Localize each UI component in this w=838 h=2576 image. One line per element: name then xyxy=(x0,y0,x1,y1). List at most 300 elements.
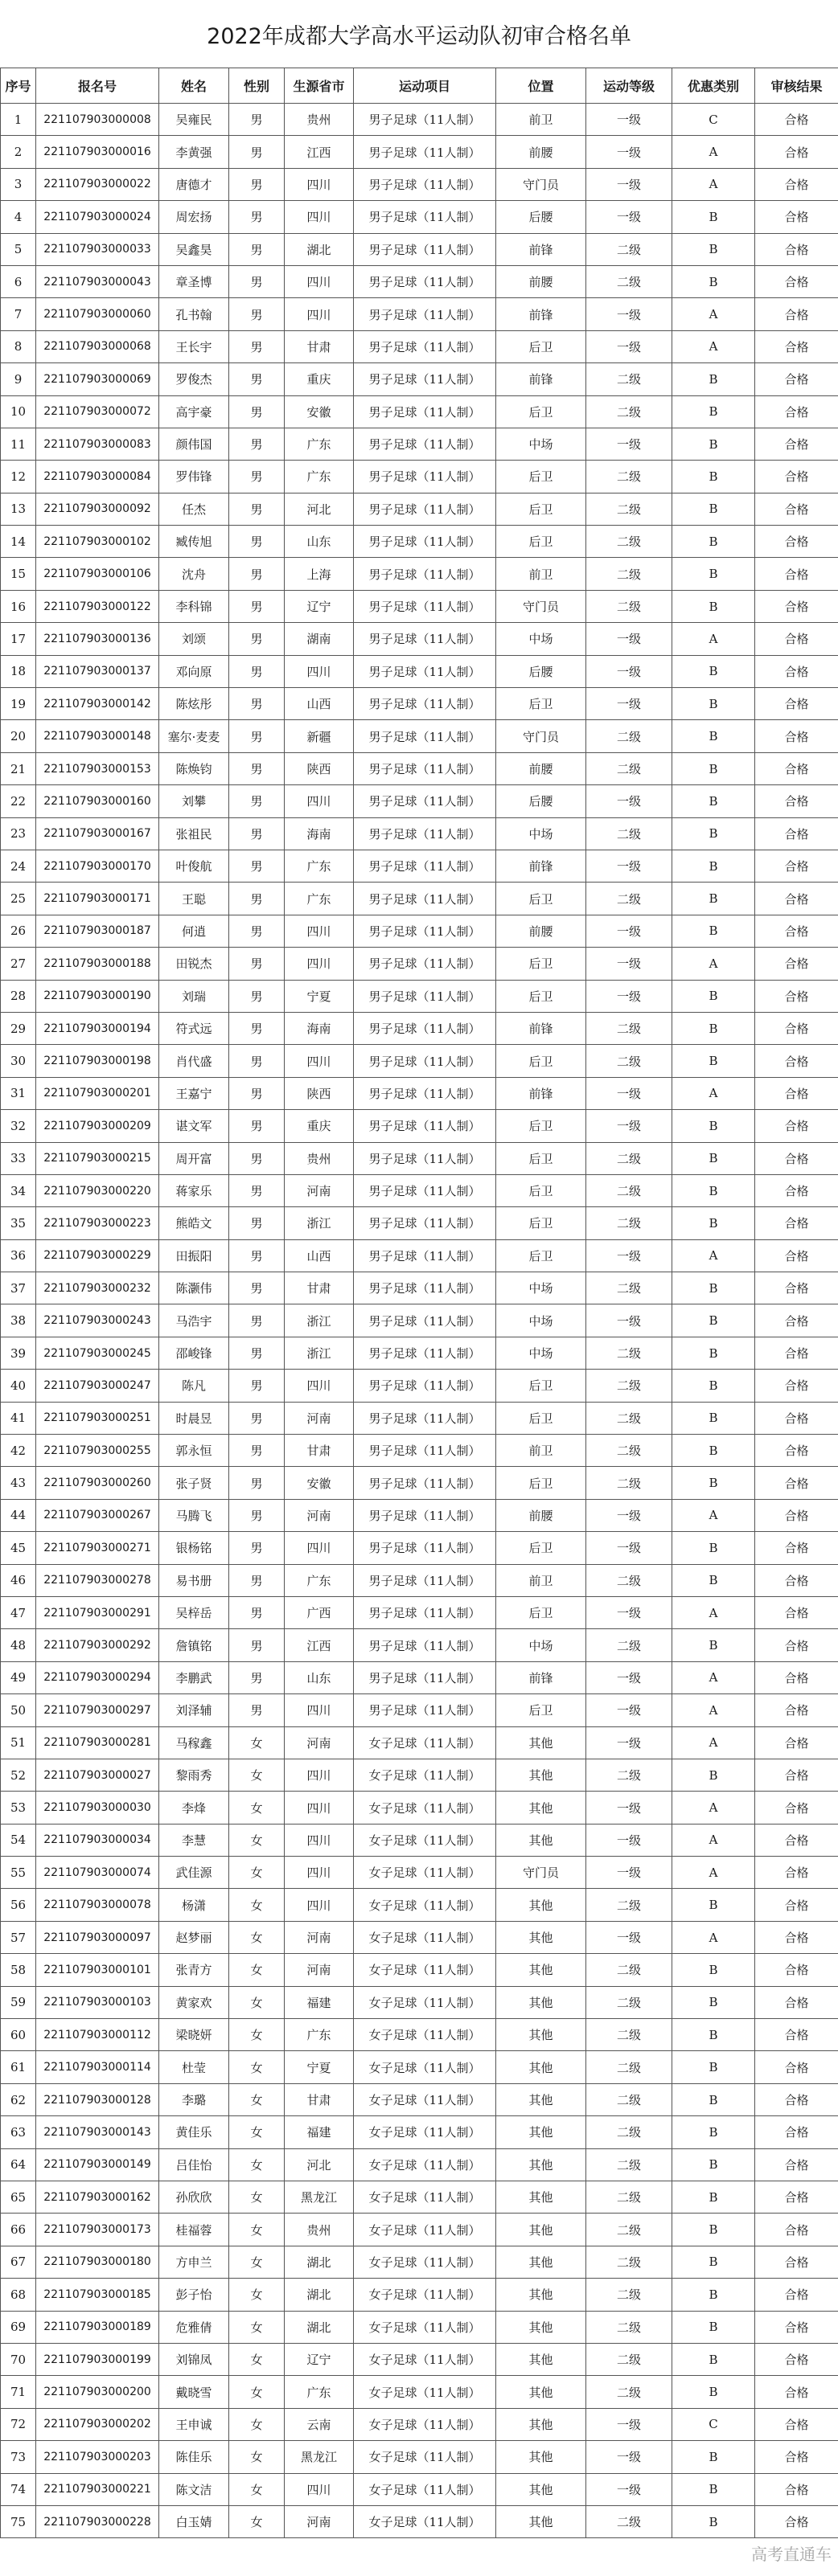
cell-category: B xyxy=(672,1986,755,2018)
cell-position: 中场 xyxy=(496,623,586,655)
cell-level: 二级 xyxy=(586,363,672,395)
cell-category: B xyxy=(672,395,755,428)
cell-province: 四川 xyxy=(285,1532,354,1564)
table-row xyxy=(1,2116,838,2148)
cell-result: 合格 xyxy=(755,720,838,752)
cell-sport: 男子足球（11人制） xyxy=(354,1467,496,1499)
cell-level: 二级 xyxy=(586,493,672,525)
cell-result: 合格 xyxy=(755,2376,838,2408)
cell-position: 前卫 xyxy=(496,1564,586,1596)
cell-sport: 男子足球（11人制） xyxy=(354,948,496,980)
table-row xyxy=(1,395,838,428)
cell-name: 刘泽辅 xyxy=(159,1694,229,1726)
cell-level: 二级 xyxy=(586,2311,672,2343)
cell-sport: 女子足球（11人制） xyxy=(354,1954,496,1986)
cell-sport: 女子足球（11人制） xyxy=(354,2051,496,2083)
cell-reg-no: 221107903000278 xyxy=(36,1564,159,1596)
cell-name: 赵梦丽 xyxy=(159,1921,229,1953)
cell-index: 49 xyxy=(1,1661,36,1693)
cell-result: 合格 xyxy=(755,1889,838,1921)
cell-result: 合格 xyxy=(755,2083,838,2115)
cell-result: 合格 xyxy=(755,1370,838,1402)
cell-reg-no: 221107903000281 xyxy=(36,1726,159,1759)
cell-sport: 男子足球（11人制） xyxy=(354,428,496,460)
cell-name: 桂福蓉 xyxy=(159,2214,229,2246)
cell-reg-no: 221107903000060 xyxy=(36,298,159,330)
cell-position: 其他 xyxy=(496,2051,586,2083)
cell-reg-no: 221107903000189 xyxy=(36,2311,159,2343)
cell-position: 前锋 xyxy=(496,363,586,395)
cell-category: B xyxy=(672,1045,755,1077)
cell-name: 肖代盛 xyxy=(159,1045,229,1077)
cell-level: 一级 xyxy=(586,655,672,687)
cell-index: 45 xyxy=(1,1532,36,1564)
table-row xyxy=(1,168,838,200)
cell-name: 刘瑞 xyxy=(159,980,229,1012)
cell-sport: 女子足球（11人制） xyxy=(354,2181,496,2214)
cell-result: 合格 xyxy=(755,1857,838,1889)
cell-index: 69 xyxy=(1,2311,36,2343)
cell-gender: 男 xyxy=(229,1694,285,1726)
cell-province: 湖北 xyxy=(285,2311,354,2343)
cell-province: 广东 xyxy=(285,1564,354,1596)
cell-reg-no: 221107903000229 xyxy=(36,1239,159,1272)
cell-gender: 男 xyxy=(229,1207,285,1239)
cell-reg-no: 221107903000198 xyxy=(36,1045,159,1077)
cell-name: 彭子怡 xyxy=(159,2279,229,2311)
cell-reg-no: 221107903000220 xyxy=(36,1174,159,1206)
cell-gender: 女 xyxy=(229,2214,285,2246)
cell-result: 合格 xyxy=(755,2311,838,2343)
cell-reg-no: 221107903000201 xyxy=(36,1077,159,1109)
cell-gender: 男 xyxy=(229,1012,285,1044)
cell-position: 其他 xyxy=(496,2311,586,2343)
table-row xyxy=(1,1564,838,1596)
cell-gender: 男 xyxy=(229,1272,285,1304)
cell-name: 王申诚 xyxy=(159,2408,229,2440)
cell-position: 中场 xyxy=(496,1629,586,1661)
table-row xyxy=(1,1986,838,2018)
cell-result: 合格 xyxy=(755,1596,838,1628)
cell-gender: 男 xyxy=(229,1370,285,1402)
cell-category: B xyxy=(672,1467,755,1499)
cell-result: 合格 xyxy=(755,752,838,784)
cell-category: A xyxy=(672,1792,755,1824)
table-row xyxy=(1,1174,838,1206)
table-row xyxy=(1,688,838,720)
cell-name: 张青方 xyxy=(159,1954,229,1986)
cell-reg-no: 221107903000260 xyxy=(36,1467,159,1499)
cell-index: 70 xyxy=(1,2343,36,2375)
cell-position: 中场 xyxy=(496,428,586,460)
cell-gender: 女 xyxy=(229,2116,285,2148)
cell-sport: 女子足球（11人制） xyxy=(354,2473,496,2505)
cell-result: 合格 xyxy=(755,1435,838,1467)
cell-result: 合格 xyxy=(755,526,838,558)
cell-level: 二级 xyxy=(586,1759,672,1791)
table-row xyxy=(1,104,838,136)
cell-category: B xyxy=(672,590,755,622)
cell-gender: 男 xyxy=(229,915,285,947)
cell-result: 合格 xyxy=(755,590,838,622)
cell-position: 后卫 xyxy=(496,980,586,1012)
cell-index: 1 xyxy=(1,104,36,136)
cell-sport: 男子足球（11人制） xyxy=(354,395,496,428)
cell-gender: 男 xyxy=(229,688,285,720)
cell-reg-no: 221107903000162 xyxy=(36,2181,159,2214)
cell-index: 63 xyxy=(1,2116,36,2148)
table-row xyxy=(1,2246,838,2278)
cell-position: 后卫 xyxy=(496,526,586,558)
cell-name: 刘锦凤 xyxy=(159,2343,229,2375)
table-row xyxy=(1,2376,838,2408)
cell-index: 43 xyxy=(1,1467,36,1499)
cell-index: 71 xyxy=(1,2376,36,2408)
cell-result: 合格 xyxy=(755,883,838,915)
cell-index: 48 xyxy=(1,1629,36,1661)
cell-reg-no: 221107903000106 xyxy=(36,558,159,590)
cell-level: 一级 xyxy=(586,1726,672,1759)
document-title: 2022年成都大学高水平运动队初审合格名单 xyxy=(207,23,631,49)
cell-level: 二级 xyxy=(586,526,672,558)
cell-level: 二级 xyxy=(586,558,672,590)
cell-gender: 男 xyxy=(229,785,285,817)
cell-result: 合格 xyxy=(755,104,838,136)
cell-sport: 男子足球（11人制） xyxy=(354,1499,496,1531)
table-row xyxy=(1,2408,838,2440)
cell-level: 一级 xyxy=(586,1661,672,1693)
cell-index: 31 xyxy=(1,1077,36,1109)
cell-reg-no: 221107903000008 xyxy=(36,104,159,136)
cell-gender: 男 xyxy=(229,1435,285,1467)
cell-reg-no: 221107903000072 xyxy=(36,395,159,428)
cell-index: 52 xyxy=(1,1759,36,1791)
cell-category: B xyxy=(672,720,755,752)
cell-province: 河南 xyxy=(285,1174,354,1206)
cell-reg-no: 221107903000199 xyxy=(36,2343,159,2375)
cell-sport: 男子足球（11人制） xyxy=(354,168,496,200)
cell-index: 33 xyxy=(1,1142,36,1174)
cell-gender: 男 xyxy=(229,395,285,428)
cell-reg-no: 221107903000292 xyxy=(36,1629,159,1661)
cell-sport: 男子足球（11人制） xyxy=(354,1661,496,1693)
cell-reg-no: 221107903000078 xyxy=(36,1889,159,1921)
cell-sport: 男子足球（11人制） xyxy=(354,1402,496,1434)
cell-name: 陈灏伟 xyxy=(159,1272,229,1304)
cell-province: 河南 xyxy=(285,1726,354,1759)
cell-result: 合格 xyxy=(755,1239,838,1272)
cell-level: 二级 xyxy=(586,395,672,428)
cell-index: 12 xyxy=(1,461,36,493)
cell-name: 黎雨秀 xyxy=(159,1759,229,1791)
cell-position: 后卫 xyxy=(496,688,586,720)
cell-position: 其他 xyxy=(496,1889,586,1921)
cell-province: 陕西 xyxy=(285,1077,354,1109)
cell-index: 41 xyxy=(1,1402,36,1434)
table-row xyxy=(1,590,838,622)
table-row xyxy=(1,2505,838,2537)
cell-reg-no: 221107903000148 xyxy=(36,720,159,752)
cell-position: 其他 xyxy=(496,1921,586,1953)
cell-category: B xyxy=(672,1337,755,1369)
cell-province: 河北 xyxy=(285,2148,354,2181)
cell-reg-no: 221107903000143 xyxy=(36,2116,159,2148)
cell-position: 守门员 xyxy=(496,168,586,200)
table-row xyxy=(1,298,838,330)
table-row xyxy=(1,1304,838,1337)
cell-index: 23 xyxy=(1,817,36,850)
cell-index: 34 xyxy=(1,1174,36,1206)
cell-province: 宁夏 xyxy=(285,2051,354,2083)
cell-name: 李璐 xyxy=(159,2083,229,2115)
cell-category: A xyxy=(672,330,755,362)
cell-position: 守门员 xyxy=(496,590,586,622)
cell-reg-no: 221107903000084 xyxy=(36,461,159,493)
cell-position: 其他 xyxy=(496,2441,586,2473)
cell-position: 后腰 xyxy=(496,655,586,687)
cell-reg-no: 221107903000247 xyxy=(36,1370,159,1402)
cell-position: 前锋 xyxy=(496,1077,586,1109)
cell-position: 其他 xyxy=(496,2019,586,2051)
cell-province: 四川 xyxy=(285,201,354,233)
table-row xyxy=(1,136,838,168)
cell-category: B xyxy=(672,2148,755,2181)
cell-province: 山西 xyxy=(285,1239,354,1272)
cell-province: 浙江 xyxy=(285,1337,354,1369)
cell-name: 时晨昱 xyxy=(159,1402,229,1434)
cell-level: 二级 xyxy=(586,1564,672,1596)
cell-position: 后卫 xyxy=(496,1174,586,1206)
cell-level: 一级 xyxy=(586,1239,672,1272)
cell-result: 合格 xyxy=(755,1142,838,1174)
cell-result: 合格 xyxy=(755,233,838,265)
cell-category: B xyxy=(672,2214,755,2246)
cell-index: 54 xyxy=(1,1824,36,1856)
cell-gender: 男 xyxy=(229,655,285,687)
cell-category: B xyxy=(672,1889,755,1921)
cell-reg-no: 221107903000114 xyxy=(36,2051,159,2083)
cell-level: 一级 xyxy=(586,1077,672,1109)
cell-sport: 女子足球（11人制） xyxy=(354,2246,496,2278)
cell-sport: 女子足球（11人制） xyxy=(354,1759,496,1791)
cell-reg-no: 221107903000188 xyxy=(36,948,159,980)
cell-category: A xyxy=(672,1239,755,1272)
cell-gender: 男 xyxy=(229,752,285,784)
cell-name: 李黄强 xyxy=(159,136,229,168)
cell-result: 合格 xyxy=(755,1921,838,1953)
cell-gender: 男 xyxy=(229,526,285,558)
cell-level: 二级 xyxy=(586,2343,672,2375)
cell-province: 四川 xyxy=(285,785,354,817)
cell-sport: 男子足球（11人制） xyxy=(354,1532,496,1564)
cell-name: 李科锦 xyxy=(159,590,229,622)
cell-category: B xyxy=(672,1012,755,1044)
cell-name: 熊皓文 xyxy=(159,1207,229,1239)
cell-sport: 男子足球（11人制） xyxy=(354,1596,496,1628)
table-row xyxy=(1,2051,838,2083)
cell-gender: 女 xyxy=(229,1759,285,1791)
cell-category: B xyxy=(672,2505,755,2537)
cell-reg-no: 221107903000228 xyxy=(36,2505,159,2537)
cell-position: 其他 xyxy=(496,2181,586,2214)
cell-province: 四川 xyxy=(285,1759,354,1791)
table-row xyxy=(1,558,838,590)
cell-gender: 男 xyxy=(229,136,285,168)
cell-level: 二级 xyxy=(586,720,672,752)
cell-result: 合格 xyxy=(755,428,838,460)
cell-sport: 男子足球（11人制） xyxy=(354,461,496,493)
cell-gender: 男 xyxy=(229,1629,285,1661)
cell-gender: 女 xyxy=(229,1726,285,1759)
cell-reg-no: 221107903000267 xyxy=(36,1499,159,1531)
cell-gender: 男 xyxy=(229,493,285,525)
table-row xyxy=(1,1792,838,1824)
table-row xyxy=(1,1370,838,1402)
cell-result: 合格 xyxy=(755,2441,838,2473)
cell-result: 合格 xyxy=(755,2148,838,2181)
cell-gender: 男 xyxy=(229,1174,285,1206)
cell-sport: 女子足球（11人制） xyxy=(354,2083,496,2115)
cell-position: 前锋 xyxy=(496,1661,586,1693)
cell-name: 罗伟锋 xyxy=(159,461,229,493)
cell-province: 四川 xyxy=(285,1889,354,1921)
cell-name: 郭永恒 xyxy=(159,1435,229,1467)
cell-sport: 男子足球（11人制） xyxy=(354,526,496,558)
cell-sport: 男子足球（11人制） xyxy=(354,623,496,655)
cell-sport: 男子足球（11人制） xyxy=(354,298,496,330)
cell-name: 孙欣欣 xyxy=(159,2181,229,2214)
cell-gender: 男 xyxy=(229,201,285,233)
cell-name: 黄佳乐 xyxy=(159,2116,229,2148)
cell-index: 60 xyxy=(1,2019,36,2051)
cell-level: 一级 xyxy=(586,948,672,980)
cell-category: B xyxy=(672,265,755,297)
cell-level: 一级 xyxy=(586,1694,672,1726)
cell-result: 合格 xyxy=(755,655,838,687)
cell-reg-no: 221107903000209 xyxy=(36,1110,159,1142)
cell-name: 邓向原 xyxy=(159,655,229,687)
cell-gender: 男 xyxy=(229,233,285,265)
cell-name: 王嘉宁 xyxy=(159,1077,229,1109)
cell-result: 合格 xyxy=(755,2051,838,2083)
cell-reg-no: 221107903000294 xyxy=(36,1661,159,1693)
cell-reg-no: 221107903000022 xyxy=(36,168,159,200)
header-category: 优惠类别 xyxy=(672,68,755,104)
cell-province: 江西 xyxy=(285,1629,354,1661)
cell-gender: 男 xyxy=(229,428,285,460)
cell-province: 四川 xyxy=(285,2473,354,2505)
table-row xyxy=(1,1110,838,1142)
cell-level: 一级 xyxy=(586,1792,672,1824)
cell-index: 50 xyxy=(1,1694,36,1726)
cell-position: 前锋 xyxy=(496,298,586,330)
cell-position: 后卫 xyxy=(496,330,586,362)
cell-position: 前腰 xyxy=(496,752,586,784)
cell-gender: 男 xyxy=(229,104,285,136)
cell-sport: 男子足球（11人制） xyxy=(354,330,496,362)
cell-gender: 男 xyxy=(229,1337,285,1369)
cell-gender: 男 xyxy=(229,298,285,330)
cell-level: 一级 xyxy=(586,330,672,362)
cell-index: 25 xyxy=(1,883,36,915)
cell-category: B xyxy=(672,1110,755,1142)
header-sport: 运动项目 xyxy=(354,68,496,104)
cell-category: A xyxy=(672,948,755,980)
cell-sport: 女子足球（11人制） xyxy=(354,1986,496,2018)
cell-level: 二级 xyxy=(586,1629,672,1661)
table-row xyxy=(1,233,838,265)
cell-gender: 女 xyxy=(229,1921,285,1953)
cell-sport: 男子足球（11人制） xyxy=(354,752,496,784)
header-province: 生源省市 xyxy=(285,68,354,104)
cell-level: 二级 xyxy=(586,2051,672,2083)
cell-category: B xyxy=(672,363,755,395)
cell-reg-no: 221107903000185 xyxy=(36,2279,159,2311)
cell-province: 河南 xyxy=(285,2505,354,2537)
cell-province: 宁夏 xyxy=(285,980,354,1012)
cell-index: 37 xyxy=(1,1272,36,1304)
cell-sport: 男子足球（11人制） xyxy=(354,1370,496,1402)
cell-name: 邵峻锋 xyxy=(159,1337,229,1369)
cell-category: B xyxy=(672,817,755,850)
cell-gender: 女 xyxy=(229,1889,285,1921)
table-row xyxy=(1,1239,838,1272)
cell-level: 二级 xyxy=(586,233,672,265)
table-row xyxy=(1,2181,838,2214)
cell-index: 74 xyxy=(1,2473,36,2505)
cell-name: 陈文洁 xyxy=(159,2473,229,2505)
cell-position: 中场 xyxy=(496,817,586,850)
cell-position: 其他 xyxy=(496,2505,586,2537)
cell-level: 二级 xyxy=(586,1207,672,1239)
cell-province: 湖北 xyxy=(285,233,354,265)
cell-name: 符式远 xyxy=(159,1012,229,1044)
cell-position: 前卫 xyxy=(496,558,586,590)
cell-result: 合格 xyxy=(755,265,838,297)
cell-province: 安徽 xyxy=(285,1467,354,1499)
table-row xyxy=(1,1629,838,1661)
cell-name: 李慧 xyxy=(159,1824,229,1856)
cell-position: 守门员 xyxy=(496,1857,586,1889)
cell-gender: 女 xyxy=(229,2083,285,2115)
cell-position: 后卫 xyxy=(496,395,586,428)
cell-level: 一级 xyxy=(586,201,672,233)
cell-result: 合格 xyxy=(755,1792,838,1824)
cell-index: 18 xyxy=(1,655,36,687)
cell-result: 合格 xyxy=(755,2214,838,2246)
cell-province: 福建 xyxy=(285,1986,354,2018)
cell-category: A xyxy=(672,1824,755,1856)
cell-index: 5 xyxy=(1,233,36,265)
cell-result: 合格 xyxy=(755,1564,838,1596)
cell-reg-no: 221107903000074 xyxy=(36,1857,159,1889)
cell-result: 合格 xyxy=(755,2116,838,2148)
cell-gender: 男 xyxy=(229,623,285,655)
cell-gender: 男 xyxy=(229,330,285,362)
cell-category: B xyxy=(672,1272,755,1304)
cell-category: B xyxy=(672,461,755,493)
cell-reg-no: 221107903000097 xyxy=(36,1921,159,1953)
cell-result: 合格 xyxy=(755,136,838,168)
cell-category: B xyxy=(672,2311,755,2343)
cell-level: 一级 xyxy=(586,688,672,720)
cell-gender: 男 xyxy=(229,1045,285,1077)
cell-index: 59 xyxy=(1,1986,36,2018)
cell-province: 广东 xyxy=(285,428,354,460)
table-row xyxy=(1,1921,838,1953)
cell-level: 一级 xyxy=(586,1921,672,1953)
cell-result: 合格 xyxy=(755,623,838,655)
